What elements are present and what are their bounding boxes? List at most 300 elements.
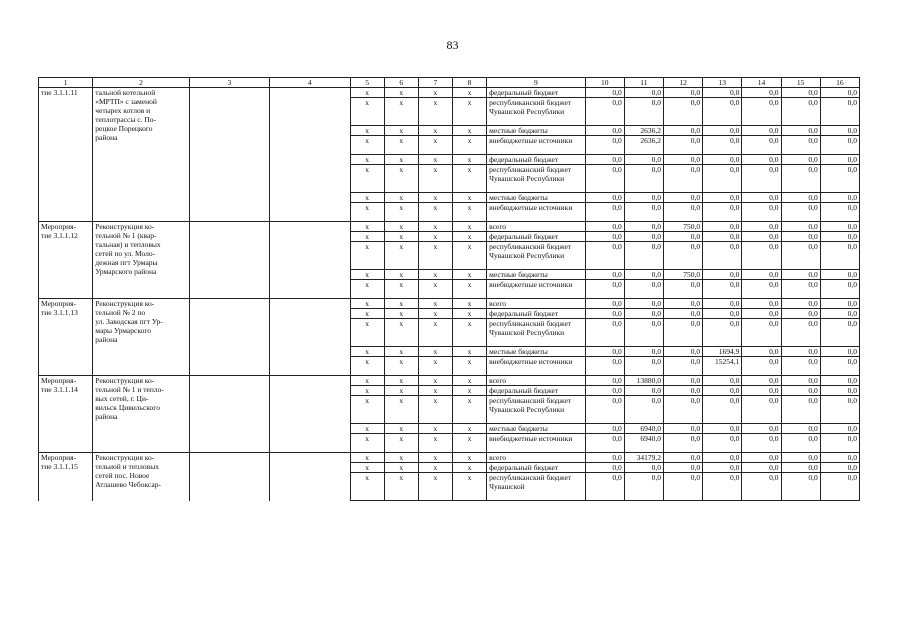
amount-cell: 0,0	[703, 453, 742, 463]
code-mark-cell: x	[350, 88, 384, 98]
amount-cell: 0,0	[781, 386, 820, 396]
amount-cell: 0,0	[663, 232, 702, 242]
amount-cell: 0,0	[781, 347, 820, 357]
code-mark-cell: x	[452, 203, 486, 222]
code-mark-cell: x	[452, 165, 486, 193]
code-mark-cell: x	[452, 453, 486, 463]
column-number-13: 13	[703, 78, 742, 88]
amount-cell: 0,0	[663, 309, 702, 319]
amount-cell: 0,0	[585, 319, 624, 347]
amount-cell: 0,0	[703, 309, 742, 319]
amount-cell: 0,0	[663, 88, 702, 98]
code-mark-cell: x	[350, 98, 384, 126]
funding-source-cell: внебюджетные источники	[487, 357, 585, 376]
amount-cell: 0,0	[703, 270, 742, 280]
amount-cell: 0,0	[781, 88, 820, 98]
measure-name-line: вильск Цивильского	[95, 403, 160, 412]
code-mark-cell: x	[384, 357, 418, 376]
column-number-7: 7	[418, 78, 452, 88]
code-mark-cell: x	[418, 319, 452, 347]
measure-name-cell	[93, 376, 189, 453]
measure-name-line: Реконструкция ко-	[95, 299, 155, 308]
amount-cell: 0,0	[742, 270, 781, 280]
amount-cell: 0,0	[781, 396, 820, 424]
measure-id-line: Мероприя-	[41, 376, 77, 385]
amount-cell: 0,0	[703, 463, 742, 473]
amount-cell: 0,0	[781, 126, 820, 136]
code-cell	[270, 88, 350, 222]
amount-cell: 0,0	[663, 347, 702, 357]
code-mark-cell: x	[452, 242, 486, 270]
code-mark-cell: x	[350, 165, 384, 193]
amount-cell: 0,0	[585, 222, 624, 232]
funding-source-cell: внебюджетные источники	[487, 203, 585, 222]
code-mark-cell: x	[452, 280, 486, 299]
table-row	[39, 222, 860, 232]
amount-cell: 0,0	[820, 424, 859, 434]
amount-cell: 0,0	[585, 98, 624, 126]
funding-source-cell: внебюджетные источники	[487, 136, 585, 155]
code-mark-cell: x	[350, 232, 384, 242]
code-mark-cell: x	[452, 473, 486, 501]
amount-cell: 0,0	[742, 463, 781, 473]
amount-cell: 0,0	[742, 136, 781, 155]
amount-cell: 0,0	[820, 165, 859, 193]
column-number-15: 15	[781, 78, 820, 88]
amount-cell: 0,0	[703, 396, 742, 424]
column-number-10: 10	[585, 78, 624, 88]
code-mark-cell: x	[384, 203, 418, 222]
amount-cell: 0,0	[703, 319, 742, 347]
amount-cell: 0,0	[663, 165, 702, 193]
code-mark-cell: x	[418, 473, 452, 501]
amount-cell: 750,0	[663, 222, 702, 232]
amount-cell: 0,0	[703, 386, 742, 396]
amount-cell: 0,0	[820, 453, 859, 463]
measure-name-line: района	[95, 335, 118, 344]
amount-cell: 0,0	[781, 453, 820, 463]
code-mark-cell: x	[452, 222, 486, 232]
measure-name-cell	[93, 88, 189, 222]
funding-source-cell: всего	[487, 222, 585, 232]
amount-cell: 0,0	[781, 232, 820, 242]
amount-cell: 0,0	[820, 155, 859, 165]
code-mark-cell: x	[418, 424, 452, 434]
page-number: 83	[446, 38, 459, 52]
amount-cell: 0,0	[742, 155, 781, 165]
amount-cell: 0,0	[781, 463, 820, 473]
amount-cell: 0,0	[585, 376, 624, 386]
amount-cell: 0,0	[585, 280, 624, 299]
amount-cell: 0,0	[624, 88, 663, 98]
code-mark-cell: x	[350, 453, 384, 463]
amount-cell: 0,0	[820, 434, 859, 453]
amount-cell: 0,0	[624, 396, 663, 424]
table-row	[39, 299, 860, 309]
measure-name-line: дежная пгт Урмары	[95, 258, 158, 267]
code-mark-cell: x	[350, 434, 384, 453]
measure-name-line: мары Урмарского	[95, 326, 151, 335]
code-mark-cell: x	[350, 126, 384, 136]
column-number-16: 16	[820, 78, 859, 88]
measure-name-line: рецкое Порецкого	[95, 124, 153, 133]
funding-source-cell: всего	[487, 376, 585, 386]
amount-cell: 0,0	[820, 232, 859, 242]
funding-source-cell: республиканский бюджет Чувашской Республики	[487, 242, 585, 270]
amount-cell: 0,0	[585, 386, 624, 396]
code-mark-cell: x	[384, 98, 418, 126]
amount-cell: 0,0	[703, 473, 742, 501]
code-mark-cell: x	[350, 136, 384, 155]
funding-source-cell: местные бюджеты	[487, 270, 585, 280]
amount-cell: 0,0	[781, 434, 820, 453]
amount-cell: 15254,1	[703, 357, 742, 376]
code-mark-cell: x	[418, 98, 452, 126]
amount-cell: 0,0	[781, 357, 820, 376]
amount-cell: 0,0	[663, 299, 702, 309]
amount-cell: 0,0	[781, 319, 820, 347]
amount-cell: 0,0	[820, 309, 859, 319]
measure-name-line: Урмарского района	[95, 267, 157, 276]
column-number-4: 4	[270, 78, 350, 88]
amount-cell: 0,0	[624, 280, 663, 299]
amount-cell: 0,0	[820, 280, 859, 299]
amount-cell: 0,0	[742, 165, 781, 193]
amount-cell: 0,0	[624, 357, 663, 376]
table-row	[39, 453, 860, 463]
code-mark-cell: x	[418, 376, 452, 386]
code-mark-cell: x	[452, 270, 486, 280]
code-mark-cell: x	[384, 473, 418, 501]
measure-name-cell	[93, 453, 189, 501]
amount-cell: 0,0	[820, 347, 859, 357]
code-mark-cell: x	[350, 309, 384, 319]
amount-cell: 0,0	[820, 203, 859, 222]
amount-cell: 0,0	[781, 203, 820, 222]
amount-cell: 0,0	[585, 242, 624, 270]
amount-cell: 0,0	[742, 126, 781, 136]
code-cell	[270, 299, 350, 376]
amount-cell: 13880,0	[624, 376, 663, 386]
amount-cell: 0,0	[663, 280, 702, 299]
amount-cell: 0,0	[820, 299, 859, 309]
amount-cell: 0,0	[624, 270, 663, 280]
code-mark-cell: x	[384, 88, 418, 98]
code-mark-cell: x	[384, 299, 418, 309]
code-mark-cell: x	[384, 424, 418, 434]
amount-cell: 0,0	[703, 222, 742, 232]
amount-cell: 0,0	[585, 299, 624, 309]
amount-cell: 0,0	[742, 376, 781, 386]
code-mark-cell: x	[350, 242, 384, 270]
amount-cell: 0,0	[742, 88, 781, 98]
measure-name-line: района	[95, 133, 118, 142]
amount-cell: 0,0	[781, 473, 820, 501]
amount-cell: 0,0	[624, 242, 663, 270]
code-mark-cell: x	[384, 193, 418, 203]
amount-cell: 0,0	[781, 270, 820, 280]
amount-cell: 0,0	[820, 357, 859, 376]
amount-cell: 0,0	[663, 453, 702, 463]
amount-cell: 0,0	[624, 463, 663, 473]
code-mark-cell: x	[384, 232, 418, 242]
amount-cell: 0,0	[663, 98, 702, 126]
executor-cell	[189, 376, 269, 453]
amount-cell: 0,0	[624, 386, 663, 396]
measure-name-cell	[93, 222, 189, 299]
column-number-8: 8	[452, 78, 486, 88]
amount-cell: 1694,9	[703, 347, 742, 357]
measure-name-line: Реконструкция ко-	[95, 376, 155, 385]
amount-cell: 0,0	[703, 299, 742, 309]
funding-source-cell: федеральный бюджет	[487, 232, 585, 242]
measure-name-line: ул. Заводская пгт Ур-	[95, 317, 163, 326]
measure-name-line: сетей по ул. Моло-	[95, 249, 156, 258]
code-mark-cell: x	[452, 347, 486, 357]
code-mark-cell: x	[418, 222, 452, 232]
amount-cell: 0,0	[781, 98, 820, 126]
funding-source-cell: местные бюджеты	[487, 193, 585, 203]
amount-cell: 0,0	[742, 319, 781, 347]
code-mark-cell: x	[384, 280, 418, 299]
amount-cell: 0,0	[781, 136, 820, 155]
amount-cell: 0,0	[585, 463, 624, 473]
code-cell	[270, 376, 350, 453]
code-mark-cell: x	[384, 136, 418, 155]
code-mark-cell: x	[452, 434, 486, 453]
measure-id-cell	[39, 453, 93, 501]
code-mark-cell: x	[384, 242, 418, 270]
amount-cell: 0,0	[585, 203, 624, 222]
measure-id-line: тие 3.1.1.11	[41, 88, 78, 97]
measure-id-line: тие 3.1.1.14	[41, 385, 78, 394]
measure-id-line: тие 3.1.1.15	[41, 462, 78, 471]
code-mark-cell: x	[418, 203, 452, 222]
code-mark-cell: x	[418, 126, 452, 136]
measure-id-line: тие 3.1.1.13	[41, 308, 78, 317]
amount-cell: 0,0	[624, 193, 663, 203]
funding-source-cell: местные бюджеты	[487, 126, 585, 136]
column-number-12: 12	[663, 78, 702, 88]
amount-cell: 0,0	[820, 126, 859, 136]
funding-source-cell: федеральный бюджет	[487, 463, 585, 473]
measure-name-line: теплотрассы с. По-	[95, 115, 157, 124]
code-mark-cell: x	[384, 347, 418, 357]
amount-cell: 0,0	[820, 319, 859, 347]
code-mark-cell: x	[350, 386, 384, 396]
amount-cell: 0,0	[820, 222, 859, 232]
amount-cell: 0,0	[820, 88, 859, 98]
amount-cell: 0,0	[624, 309, 663, 319]
funding-source-cell: республиканский бюджет Чувашской Республики	[487, 319, 585, 347]
code-mark-cell: x	[452, 136, 486, 155]
code-mark-cell: x	[452, 386, 486, 396]
amount-cell: 0,0	[742, 193, 781, 203]
code-mark-cell: x	[452, 424, 486, 434]
amount-cell: 0,0	[781, 222, 820, 232]
amount-cell: 0,0	[820, 463, 859, 473]
code-mark-cell: x	[350, 270, 384, 280]
code-mark-cell: x	[418, 463, 452, 473]
code-mark-cell: x	[350, 357, 384, 376]
column-number-3: 3	[189, 78, 269, 88]
amount-cell: 0,0	[703, 376, 742, 386]
amount-cell: 0,0	[781, 424, 820, 434]
amount-cell: 0,0	[703, 136, 742, 155]
funding-source-cell: федеральный бюджет	[487, 88, 585, 98]
amount-cell: 0,0	[703, 424, 742, 434]
amount-cell: 0,0	[781, 165, 820, 193]
column-number-2: 2	[93, 78, 189, 88]
amount-cell: 0,0	[703, 434, 742, 453]
code-mark-cell: x	[350, 376, 384, 386]
amount-cell: 0,0	[585, 126, 624, 136]
measure-name-line: тельной № 2 по	[95, 308, 146, 317]
measure-name-line: сетей пос. Новое	[95, 471, 150, 480]
code-mark-cell: x	[384, 386, 418, 396]
code-cell	[270, 453, 350, 501]
amount-cell: 0,0	[703, 165, 742, 193]
amount-cell: 0,0	[742, 453, 781, 463]
amount-cell: 0,0	[585, 165, 624, 193]
amount-cell: 0,0	[820, 136, 859, 155]
amount-cell: 0,0	[624, 299, 663, 309]
code-mark-cell: x	[452, 319, 486, 347]
amount-cell: 0,0	[742, 309, 781, 319]
code-mark-cell: x	[350, 319, 384, 347]
amount-cell: 0,0	[585, 424, 624, 434]
amount-cell: 0,0	[742, 357, 781, 376]
amount-cell: 0,0	[820, 386, 859, 396]
amount-cell: 0,0	[742, 98, 781, 126]
amount-cell: 0,0	[820, 98, 859, 126]
funding-source-cell: местные бюджеты	[487, 424, 585, 434]
code-mark-cell: x	[452, 193, 486, 203]
amount-cell: 6940,0	[624, 424, 663, 434]
amount-cell: 0,0	[703, 155, 742, 165]
column-number-9: 9	[487, 78, 585, 88]
amount-cell: 0,0	[663, 376, 702, 386]
measure-name-line: тальной котельной	[95, 88, 156, 97]
amount-cell: 0,0	[781, 155, 820, 165]
funding-source-cell: федеральный бюджет	[487, 309, 585, 319]
code-mark-cell: x	[384, 155, 418, 165]
code-mark-cell: x	[418, 309, 452, 319]
amount-cell: 0,0	[663, 396, 702, 424]
amount-cell: 0,0	[703, 98, 742, 126]
amount-cell: 0,0	[663, 136, 702, 155]
measure-id-line: Мероприя-	[41, 299, 77, 308]
amount-cell: 0,0	[624, 165, 663, 193]
amount-cell: 0,0	[624, 232, 663, 242]
amount-cell: 0,0	[624, 222, 663, 232]
amount-cell: 0,0	[663, 357, 702, 376]
code-mark-cell: x	[384, 463, 418, 473]
amount-cell: 750,0	[663, 270, 702, 280]
amount-cell: 0,0	[663, 203, 702, 222]
code-mark-cell: x	[384, 453, 418, 463]
code-mark-cell: x	[350, 473, 384, 501]
code-mark-cell: x	[350, 155, 384, 165]
column-number-row	[39, 78, 860, 88]
code-mark-cell: x	[384, 126, 418, 136]
amount-cell: 34179,2	[624, 453, 663, 463]
table-row	[39, 88, 860, 98]
amount-cell: 0,0	[663, 193, 702, 203]
amount-cell: 0,0	[703, 193, 742, 203]
code-mark-cell: x	[384, 165, 418, 193]
funding-source-cell: внебюджетные источники	[487, 434, 585, 453]
amount-cell: 0,0	[585, 453, 624, 463]
code-mark-cell: x	[418, 88, 452, 98]
code-mark-cell: x	[452, 463, 486, 473]
amount-cell: 0,0	[585, 434, 624, 453]
amount-cell: 0,0	[585, 88, 624, 98]
amount-cell: 0,0	[820, 396, 859, 424]
amount-cell: 0,0	[781, 280, 820, 299]
code-mark-cell: x	[418, 155, 452, 165]
code-mark-cell: x	[418, 136, 452, 155]
funding-source-cell: федеральный бюджет	[487, 386, 585, 396]
amount-cell: 0,0	[742, 473, 781, 501]
funding-source-cell: всего	[487, 299, 585, 309]
amount-cell: 0,0	[742, 299, 781, 309]
amount-cell: 0,0	[585, 193, 624, 203]
amount-cell: 0,0	[742, 347, 781, 357]
funding-source-cell: республиканский бюджет Чувашской Республики	[487, 98, 585, 126]
executor-cell	[189, 299, 269, 376]
amount-cell: 0,0	[742, 203, 781, 222]
amount-cell: 0,0	[820, 473, 859, 501]
code-mark-cell: x	[418, 357, 452, 376]
amount-cell: 0,0	[703, 126, 742, 136]
code-mark-cell: x	[350, 280, 384, 299]
amount-cell: 2636,2	[624, 136, 663, 155]
amount-cell: 0,0	[663, 319, 702, 347]
amount-cell: 0,0	[703, 203, 742, 222]
amount-cell: 0,0	[781, 242, 820, 270]
code-mark-cell: x	[384, 309, 418, 319]
code-mark-cell: x	[418, 453, 452, 463]
amount-cell: 0,0	[820, 376, 859, 386]
executor-cell	[189, 222, 269, 299]
code-mark-cell: x	[418, 270, 452, 280]
amount-cell: 0,0	[663, 126, 702, 136]
budget-table	[38, 77, 860, 501]
amount-cell: 0,0	[624, 98, 663, 126]
amount-cell: 0,0	[820, 242, 859, 270]
table-row	[39, 376, 860, 386]
code-mark-cell: x	[418, 396, 452, 424]
code-mark-cell: x	[384, 319, 418, 347]
amount-cell: 0,0	[663, 424, 702, 434]
measure-name-line: тельной № 1 (квар-	[95, 231, 157, 240]
code-mark-cell: x	[452, 309, 486, 319]
executor-cell	[189, 88, 269, 222]
column-number-6: 6	[384, 78, 418, 88]
funding-source-cell: республиканский бюджет Чувашской Республики	[487, 396, 585, 424]
measure-name-line: вых сетей, г. Ци-	[95, 394, 149, 403]
amount-cell: 0,0	[742, 232, 781, 242]
amount-cell: 0,0	[585, 136, 624, 155]
amount-cell: 0,0	[585, 396, 624, 424]
amount-cell: 0,0	[703, 280, 742, 299]
code-mark-cell: x	[418, 232, 452, 242]
code-mark-cell: x	[418, 242, 452, 270]
amount-cell: 0,0	[585, 232, 624, 242]
code-mark-cell: x	[452, 396, 486, 424]
amount-cell: 0,0	[663, 242, 702, 270]
